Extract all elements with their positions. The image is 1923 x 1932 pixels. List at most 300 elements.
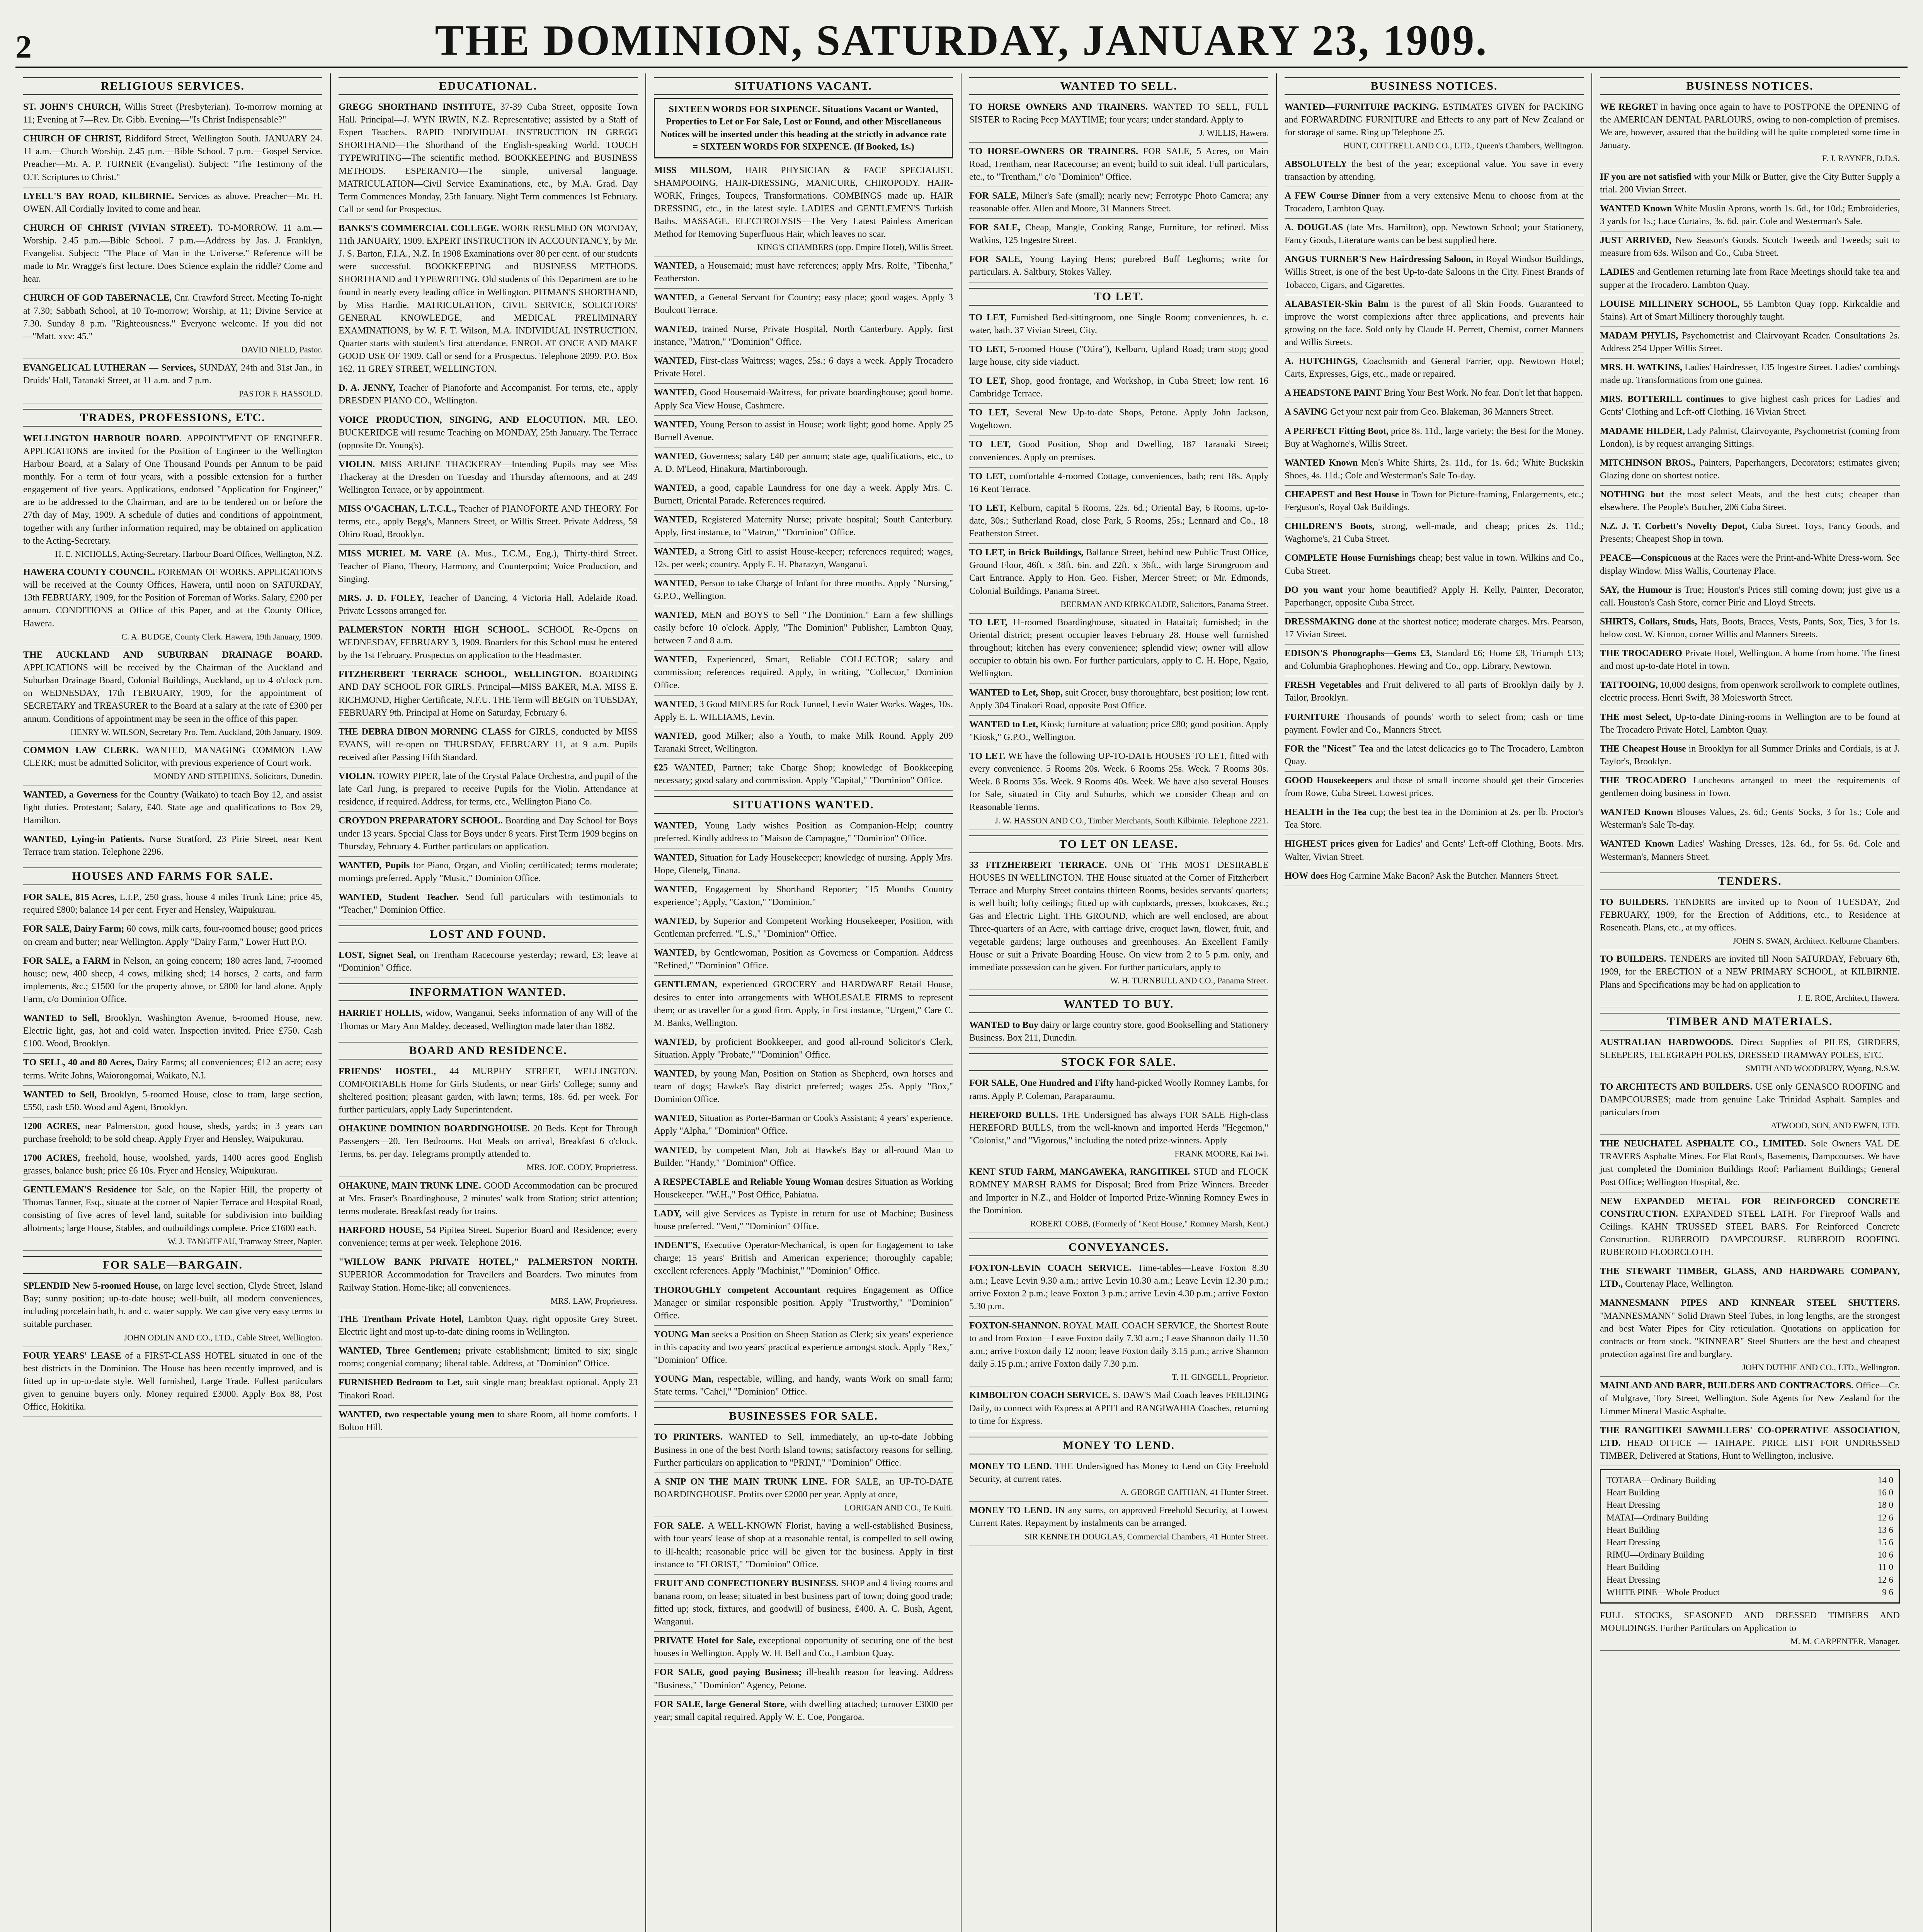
classified-ad xyxy=(339,857,638,888)
ad-lead: A. HUTCHINGS, xyxy=(1285,356,1363,367)
ad-body: Milner's Safe (small); nearly new; Ferrotype Photo Camera; any reasonable offer. Allen and Moore, 31 Manners Street. xyxy=(969,190,1268,214)
classified-ad xyxy=(1600,263,1900,295)
ad-body: dairy or large country store, good Bookselling and Stationery Business. Box 211, Dunedin. xyxy=(969,1020,1269,1043)
ad-signature: ROBERT COBB, (Formerly of "Kent House," Romney Marsh, Kent.) xyxy=(1030,1218,1268,1228)
classified-ad xyxy=(654,1517,953,1574)
ad-lead: FOR SALE. xyxy=(654,1521,708,1531)
classified-ad xyxy=(654,1473,953,1517)
ad-body: Shop, good frontage, and Workshop, in Cuba Street; low rent. 16 Cambridge Terrace. xyxy=(969,376,1269,399)
ad-body: widow, Wanganui, Seeks information of any Will of the Thomas or Mary Ann Maldey, deceased, Wellington made later than 1882. xyxy=(339,1008,638,1031)
ad-lead: TO LET. xyxy=(969,751,1008,761)
ad-body: to give highest cash prices for Ladies' and Gents' Clothing and Left-off Clothing. 16 Vivian Street. xyxy=(1600,394,1900,417)
classified-ad xyxy=(23,1009,322,1054)
ad-body: strong, well-made, and cheap; prices 2s. 11d.; Waghorne's, 21 Cuba Street. xyxy=(1285,521,1584,544)
section-heading: BUSINESS NOTICES. xyxy=(1285,77,1584,95)
classified-section xyxy=(23,1256,322,1417)
classified-ad xyxy=(654,1141,953,1173)
ad-body: Ladies' Washing Dresses, 12s. 6d., for 5s. 6d. Cole and Westerman's, Manners Street. xyxy=(1600,839,1900,862)
ad-body: THE Undersigned has Money to Lend on City Freehold Security, at current rates. xyxy=(969,1461,1268,1484)
classified-ad xyxy=(1600,950,1900,1007)
classified-ad xyxy=(339,1406,638,1437)
ad-lead: WANTED Known xyxy=(1600,204,1675,214)
ad-lead: CROYDON PREPARATORY SCHOOL. xyxy=(339,816,505,826)
classified-ad xyxy=(654,1428,953,1473)
ad-body: and Fruit delivered to all parts of Brooklyn daily by J. Tailor, Brooklyn. xyxy=(1285,680,1584,703)
ad-body: ESTIMATES GIVEN for PACKING and FORWARDING FURNITURE and Effects to any part of New Zealand or for storage of same. Ring up Telephone 25. xyxy=(1285,102,1584,138)
classified-ad xyxy=(1600,200,1900,231)
ad-lead: CHILDREN'S Boots, xyxy=(1285,521,1382,532)
ad-body: requires Engagement as Office Manager or similar responsible position. Apply "Trustworthy," "Dominion" Office. xyxy=(654,1285,953,1321)
ad-body: First-class Waitress; wages, 25s.; 6 days a week. Apply Trocadero Private Hotel. xyxy=(654,356,953,379)
ad-body: ROYAL MAIL COACH SERVICE, the Shortest Route to and from Foxton—Leave Foxton daily 7.30 a.m.; Leave Shannon daily 11.50 a.m.; arrive Foxton daily 12 noon; leave Foxton daily 3.15 p.m.; arrive Shannon daily 5.15 p.m.; arrive Foxton daily 7.30 p.m. xyxy=(969,1320,1268,1369)
classified-ad xyxy=(1600,517,1900,549)
section-heading: TENDERS. xyxy=(1600,872,1900,890)
ad-lead: GENTLEMAN'S Residence xyxy=(23,1185,141,1195)
ad-body: in Nelson, an going concern; 180 acres land, 7-roomed house; new, 400 sheep, 4 cows, milking shed; 14 horses, 2 carts, and farm implements, &c.; £1500 for the property above, or £800 for land alone. Apply Farm, c/o Dominion Office. xyxy=(23,956,322,1004)
ad-lead: TO BUILDERS. xyxy=(1600,954,1670,964)
classified-ad xyxy=(339,379,638,411)
ad-lead: DO you want xyxy=(1285,585,1348,595)
classified-ad xyxy=(969,372,1268,404)
ad-lead: THE STEWART TIMBER, GLASS, AND HARDWARE COMPANY, LTD., xyxy=(1600,1266,1900,1289)
ad-body: Brooklyn, 5-roomed House, close to tram, large section, £550, cash £50. Wood and Agent, Brooklyn. xyxy=(23,1089,322,1112)
ad-lead: WANTED, xyxy=(654,610,701,620)
ad-body: Office—Cr. of Mulgrave, Tory Street, Wellington. Sole Agents for New Zealand for the Limmer Mineral Mastic Asphalte. xyxy=(1600,1381,1900,1417)
classified-ad xyxy=(1600,454,1900,486)
classified-section xyxy=(339,77,638,920)
section-heading: BUSINESS NOTICES. xyxy=(1600,77,1900,95)
classified-ad xyxy=(969,856,1268,990)
ad-lead: WANTED Known xyxy=(1600,807,1677,818)
closing-signature: M. M. CARPENTER, Manager. xyxy=(1790,1636,1900,1646)
ad-body: hand-picked Woolly Romney Lambs, for rams. Apply P. Coleman, Paraparaumu. xyxy=(969,1078,1268,1101)
ad-lead: ST. JOHN'S CHURCH, xyxy=(23,102,125,112)
ad-body: USE only GENASCO ROOFING and DAMPCOURSES; made from genuine Lake Trinidad Asphalt. Samples and particulars from xyxy=(1600,1082,1900,1117)
ad-body: for Sale, on the Napier Hill, the property of Thomas Tanner, Esq., situate at the corner of Napier Terrace and Hospital Road, consisting of five acres of level land, suitable for subdivision into building allotments; large House, Stables, and outbuildings complete. Price £1600 each. xyxy=(23,1185,322,1233)
ad-lead: TO LET, in Brick Buildings, xyxy=(969,548,1086,558)
section-heading: TIMBER AND MATERIALS. xyxy=(1600,1013,1900,1031)
ad-lead: 33 FITZHERBERT TERRACE. xyxy=(969,860,1114,870)
classified-ad xyxy=(654,849,953,881)
ad-lead: HARRIET HOLLIS, xyxy=(339,1008,426,1019)
ad-lead: TO LET, xyxy=(969,471,1010,481)
ad-body: seeks a Position on Sheep Station as Clerk; six years' experience in this capacity and two years' practical experience amongst stock. Apply "Rex," "Dominion" Office. xyxy=(654,1329,953,1366)
ad-lead: WANTED, xyxy=(654,546,701,557)
ad-body: 60 cows, milk carts, four-roomed house; good prices on cream and butter; near Wellington. Apply "Dairy Farm," Lower Hutt P.O. xyxy=(23,924,323,947)
ad-lead: FOR SALE, One Hundred and Fifty xyxy=(969,1078,1116,1088)
ad-lead: TO LET, xyxy=(969,312,1011,323)
classified-ad xyxy=(339,545,638,589)
ad-lead: WANTED, xyxy=(654,483,701,493)
classified-ad xyxy=(23,289,322,359)
classified-ad xyxy=(1285,250,1584,295)
ad-signature: J. WILLIS, Hawera. xyxy=(1199,128,1268,138)
classified-ad xyxy=(969,250,1268,282)
classified-ad xyxy=(23,742,322,786)
ad-lead: HAWERA COUNTY COUNCIL. xyxy=(23,567,158,578)
ad-body: Dairy Farms; all conveniences; £12 an acre; easy terms. Write Johns, Waiorongomai, Waikato, N.I. xyxy=(23,1058,322,1081)
classified-ad xyxy=(339,1253,638,1310)
ad-lead: FOR SALE, xyxy=(969,254,1030,265)
section-heading: MONEY TO LEND. xyxy=(969,1437,1268,1454)
classified-ad xyxy=(1285,517,1584,549)
classified-ad xyxy=(339,888,638,920)
ad-lead: FOR SALE, Dairy Farm; xyxy=(23,924,127,934)
classified-ad xyxy=(23,1054,322,1085)
classified-ad xyxy=(654,817,953,849)
ad-body: a good, capable Laundress for one day a week. Apply Mrs. C. Burnett, Oriental Parade. References required. xyxy=(654,483,953,506)
ad-lead: PRIVATE Hotel for Sale, xyxy=(654,1636,759,1646)
price-value: 12 6 xyxy=(1877,1512,1893,1522)
ad-lead: WANTED, Pupils xyxy=(339,860,414,871)
classified-ad xyxy=(654,1575,953,1632)
ad-lead: 1700 ACRES, xyxy=(23,1153,85,1163)
ad-lead: TO BUILDERS. xyxy=(1600,897,1674,907)
ad-lead: WANTED, xyxy=(654,1069,701,1079)
ad-lead: WANTED, xyxy=(654,356,700,366)
ad-lead: WANTED, a Governess xyxy=(23,789,121,800)
ad-lead: ANGUS TURNER'S New Hairdressing Saloon, xyxy=(1285,254,1476,265)
ad-body: Ladies' Hairdresser, 135 Ingestre Street. Ladies' combings made up. Transformations from one guinea. xyxy=(1600,362,1900,386)
ad-body: Coachsmith and General Farrier, opp. Newtown Hotel; Carts, Expresses, Gigs, etc., made or repaired. xyxy=(1285,356,1584,379)
ad-lead: CHURCH OF GOD TABERNACLE, xyxy=(23,293,174,303)
price-item: Heart Building xyxy=(1606,1525,1660,1535)
classified-ad xyxy=(1285,549,1584,581)
ad-body: Hats, Boots, Braces, Vests, Pants, Sox, Ties, 3 for 1s. below cost. W. Kinnon, corner Willis and Manners Streets. xyxy=(1600,616,1900,639)
ad-body: 37-39 Cuba Street, opposite Town Hall. Principal—J. WYN IRWIN, N.Z. Representative; assisted by a Staff of Expert Teachers. RAPID INDIVIDUAL INSTRUCTION IN GREGG SHORTHAND—The Shorthand of the English-speaking World. TOUCH TYPEWRITING—The scientific method. BOOKKEEPING and BUSINESS METHODS. ESPERANTO—The simple, universal language. MATRICULATION—Civil Service Examinations, etc., by M.A. Grad. Day Term Commences Monday, 25th January. Night Term commences 1st February. Call or send for Prospectus. xyxy=(339,102,638,214)
ad-signature: PASTOR F. HASSOLD. xyxy=(239,389,322,399)
ad-lead: GREGG SHORTHAND INSTITUTE, xyxy=(339,102,500,112)
classified-ad xyxy=(969,98,1268,143)
ad-signature: A. GEORGE CAITHAN, 41 Hunter Street. xyxy=(1120,1487,1268,1497)
ad-body: with dwelling attached; turnover £3000 per year; small capital required. Apply W. E. Coe, Pongaroa. xyxy=(654,1699,953,1722)
classified-ad xyxy=(1285,613,1584,645)
ad-body: GOOD Accommodation can be procured at Mrs. Fraser's Boardinghouse, 2 minutes' walk from Station; strict attention; terms moderate. Breakfast ready for trains. xyxy=(339,1180,638,1217)
classified-ad xyxy=(654,1663,953,1695)
ad-signature: JOHN S. SWAN, Architect. Kelburne Chambers. xyxy=(1733,935,1900,946)
ad-lead: WANTED, xyxy=(654,731,702,741)
ad-body: private establishment; limited to six; single rooms; congenial company; liberal table. Address, at "Dominion" Office. xyxy=(339,1346,638,1369)
ad-body: comfortable 4-roomed Cottage, conveniences, bath; rent 18s. Apply 16 Kent Terrace. xyxy=(969,471,1268,494)
ad-body: Young Laying Hens; purebred Buff Leghorns; write for particulars. A. Saltbury, Stokes Valley. xyxy=(969,254,1269,277)
ad-lead: TO SELL, 40 and 80 Acres, xyxy=(23,1058,137,1068)
price-value: 16 0 xyxy=(1877,1488,1893,1498)
ad-lead: WELLINGTON HARBOUR BOARD. xyxy=(23,433,187,444)
ad-body: Psychometrist and Clairvoyant Reader. Consultations 2s. Address 254 Upper Willis Street. xyxy=(1600,330,1900,354)
classified-ad xyxy=(969,747,1268,830)
ad-body: is True; Houston's Prices still coming down; just give us a call. Houston's Cash Store, corner Pirie and Lloyd Streets. xyxy=(1600,585,1900,608)
ad-body: Lady Palmist, Clairvoyante, Psychometrist (coming from London), is by request arranging Sittings. xyxy=(1600,426,1900,449)
ad-body: 55 Lambton Quay (opp. Kirkcaldie and Stains). Art of Smart Millinery thoroughly taught. xyxy=(1600,299,1900,322)
classified-ad xyxy=(1600,613,1900,645)
ad-signature: J. E. ROE, Architect, Hawera. xyxy=(1797,993,1900,1003)
ad-body: good Milker; also a Youth, to make Milk Round. Apply 209 Taranaki Street, Wellington. xyxy=(654,731,953,754)
ad-lead: LADIES xyxy=(1600,267,1637,277)
ad-signature: F. J. RAYNER, D.D.S. xyxy=(1822,153,1900,163)
ad-lead: WANTED, xyxy=(654,578,700,588)
ad-lead: MONEY TO LEND. xyxy=(969,1461,1055,1471)
ad-body: Services as above. Preacher—Mr. H. OWEN. All Cordially Invited to come and hear. xyxy=(23,191,322,214)
ad-body: SUNDAY, 24th and 31st Jan., in Druids' Hall, Taranaki Street, at 11 a.m. and 7 p.m. xyxy=(23,363,323,386)
ad-body: BOARDING AND DAY SCHOOL FOR GIRLS. Principal—MISS BAKER, M.A. MISS E. RICHMOND, Higher Certificate, N.F.U. THE Term will BEGIN on TUESDAY, FEBRUARY 9th. Principal at Home on Saturday, February 6. xyxy=(339,669,638,718)
ad-lead: FOXTON-LEVIN COACH SERVICE. xyxy=(969,1263,1138,1274)
classified-ad xyxy=(1285,352,1584,384)
classified-ad xyxy=(654,1281,953,1326)
ad-body: Riddiford Street, Wellington South. JANUARY 24. 11 a.m.—Church Worship. 2.45 p.m.—Bible School. 7 p.m.—Gospel Service. Preacher—Mr. A. P. TURNER (Evangelist). Subject: "The Testimony of the O.T. Scriptures to Christ." xyxy=(23,134,322,182)
classified-ad xyxy=(339,1004,638,1036)
ad-lead: WANTED, Student Teacher. xyxy=(339,892,466,903)
price-row xyxy=(1606,1561,1893,1573)
price-value: 14 0 xyxy=(1877,1475,1893,1485)
ad-body: Kelburn, capital 5 Rooms, 22s. 6d.; Oriental Bay, 6 Rooms, up-to-date, 30s.; Sutherland Road, close Park, 5 Rooms, 25s.; Lennard and Co., 18 Featherston Street. xyxy=(969,503,1269,539)
ad-body: TOWRY PIPER, late of the Crystal Palace Orchestra, and pupil of the late Carl Jung, is prepared to receive Pupils for the Violin. Attendance at residence, if required. Address, for terms, etc., Wellington Piano Co. xyxy=(339,771,638,807)
classified-ad xyxy=(339,946,638,978)
ad-body: in having once again to have to POSTPONE the OPENING of the AMERICAN DENTAL PARLOURS, owing to non-completion of premises. We are, however, assured that the building will be quite completed some time in January. xyxy=(1600,102,1900,151)
classified-ad xyxy=(969,1016,1268,1048)
classified-ad xyxy=(654,479,953,511)
ad-body: by proficient Bookkeeper, and good all-round Solicitor's Clerk, Situation. Apply "Probate," "Dominion" Office. xyxy=(654,1037,953,1060)
ad-body: Cheap, Mangle, Cooking Range, Furniture, for refined. Miss Watkins, 125 Ingestre Street. xyxy=(969,223,1269,246)
ad-lead: IF you are not satisfied xyxy=(1600,172,1694,182)
classified-ad xyxy=(339,767,638,812)
ad-body: exceptional opportunity of securing one of the best houses in Wellington. Apply W. H. Bell and Co., Lambton Quay. xyxy=(654,1636,953,1659)
classified-ad xyxy=(969,1317,1268,1387)
classified-ad xyxy=(654,257,953,289)
classified-ad xyxy=(1600,740,1900,772)
ad-body: Send full particulars with testimonials to "Teacher," Dominion Office. xyxy=(339,892,638,915)
ad-lead: WANTED, xyxy=(654,948,701,958)
classified-section xyxy=(339,1042,638,1437)
classified-ad xyxy=(23,952,322,1009)
ad-lead: WANTED, xyxy=(654,451,700,461)
ad-body: New Season's Goods. Scotch Tweeds and Tweeds; suit to measure from 63s. Wilson and Co., Cuba Street. xyxy=(1600,235,1900,259)
ad-lead: WANTED Known xyxy=(1600,839,1678,849)
classified-ad xyxy=(969,1074,1268,1106)
ad-lead: FOXTON-SHANNON. xyxy=(969,1320,1063,1331)
ad-body: 20 Beds. Kept for Through Passengers—20. Ten Bedrooms. Hot Meals on arrival, Breakfast 6 o'clock. Terms, 6s. per day. Telegrams promptly attended to. xyxy=(339,1124,638,1160)
ad-lead: A HEADSTONE PAINT xyxy=(1285,388,1384,398)
ad-body: WANTED, MANAGING COMMON LAW CLERK; must be admitted Solicitor, with previous experience of Court work. xyxy=(23,745,322,769)
ad-body: Cuba Street. Toys, Fancy Goods, and Presents; Cheapest Shop in town. xyxy=(1600,521,1900,544)
ad-body: MISS ARLINE THACKERAY—Intending Pupils may see Miss Thackeray at the Dresden on Tuesday and Thursday afternoons, and at 249 Wellington Terrace, or by appointment. xyxy=(339,459,638,495)
classified-ad xyxy=(654,1326,953,1370)
price-list xyxy=(1600,1469,1900,1604)
classified-ad xyxy=(1600,676,1900,708)
classified-ad xyxy=(1285,187,1584,219)
classified-ad xyxy=(1600,581,1900,613)
ad-body: a Strong Girl to assist House-keeper; references required; wages, 12s. per week; country. Apply E. H. Pharazyn, Wanganui. xyxy=(654,546,953,570)
classified-ad xyxy=(23,888,322,920)
classified-ad xyxy=(969,1259,1268,1316)
section-heading: WANTED TO SELL. xyxy=(969,77,1268,95)
ad-lead: WANTED, xyxy=(654,515,702,525)
price-item: Heart Dressing xyxy=(1606,1500,1660,1510)
ad-signature: J. W. HASSON AND CO., Timber Merchants, South Kilbirnie. Telephone 2221. xyxy=(995,815,1268,825)
classified-ad xyxy=(654,759,953,791)
ad-body: FOREMAN OF WORKS. APPLICATIONS will be received at the County Offices, Hawera, until noon on SATURDAY, 13th FEBRUARY, 1909, for the Position of Foreman of Works. Salary, £200 per annum. CONDITIONS at Office of this Paper, and at the County Office, Hawera. xyxy=(23,567,322,629)
ad-body: 11-roomed Boardinghouse, situated in Hataitai; furnished; in the Oriental district; present occupier leaves February 28. House well furnished throughout; kitchen has every convenience; splendid view; owner will allow occupier to obtain his own. For further particulars, apply to C. H. Hope, Ngaio, Wellington. xyxy=(969,617,1268,679)
ad-lead: THE AUCKLAND AND SUBURBAN DRAINAGE BOARD. xyxy=(23,650,322,660)
ad-lead: WANTED, xyxy=(654,821,705,831)
ad-body: cheap; best value in town. Wilkins and Co., Cuba Street. xyxy=(1285,553,1584,576)
ad-signature: KING'S CHAMBERS (opp. Empire Hotel), Willis Street. xyxy=(757,242,953,252)
classified-ad xyxy=(654,162,953,257)
classified-ad xyxy=(339,723,638,767)
classified-ad xyxy=(339,589,638,621)
ad-lead: MANNESMANN PIPES AND KINNEAR STEEL SHUTTERS. xyxy=(1600,1298,1900,1308)
classified-ad xyxy=(339,98,638,219)
classified-section xyxy=(969,288,1268,830)
classified-ad xyxy=(654,447,953,479)
ad-lead: WANTED, xyxy=(654,1037,702,1047)
ad-lead: WANTED, xyxy=(654,655,707,665)
classified-section xyxy=(23,867,322,1251)
column-5 xyxy=(1277,73,1592,1932)
classified-ad xyxy=(654,384,953,415)
classified-ad xyxy=(1600,1192,1900,1263)
price-item: Heart Dressing xyxy=(1606,1575,1660,1585)
ad-lead: TO PRINTERS. xyxy=(654,1432,729,1442)
ad-body: Teacher of Dancing, 4 Victoria Hall, Adelaide Road. Private Lessons arranged for. xyxy=(339,593,638,616)
ad-body: by Gentlewoman, Position as Governess or Companion. Address "Refined," "Dominion" Office. xyxy=(654,948,953,971)
ad-body: experienced GROCERY and HARDWARE Retail House, desires to enter into arrangements with WHOLESALE FIRMS to represent them; or as traveller for a good firm. Apply, in first instance, "Urgent," Care C. M. Banks, Wellington. xyxy=(654,980,953,1028)
classified-ad xyxy=(1600,295,1900,327)
ad-lead: HEALTH in the Tea xyxy=(1285,807,1370,818)
ad-body: Luncheons arranged to meet the requirements of gentlemen doing business in Town. xyxy=(1600,775,1900,799)
ad-body: in Brooklyn for all Summer Drinks and Cordials, is at J. Taylor's, Brooklyn. xyxy=(1600,743,1900,767)
ad-body: a Housemaid; must have references; apply Mrs. Rolfe, "Tibenha," Featherston. xyxy=(654,260,953,284)
classified-ad xyxy=(969,340,1268,372)
ad-body: Teacher of PIANOFORTE AND THEORY. For terms, etc., apply Begg's, Manners Street, or Willis Street. Private Address, 59 Ohiro Road, Brooklyn. xyxy=(339,504,638,540)
ad-lead: THOROUGHLY competent Accountant xyxy=(654,1285,827,1295)
ad-lead: WANTED, xyxy=(654,916,701,926)
section-heading: SITUATIONS WANTED. xyxy=(654,796,953,814)
ad-body: 54 Pipitea Street. Superior Board and Residence; every convenience; terms at per week. Telephone 2016. xyxy=(339,1225,638,1248)
ad-lead: EDISON'S Phonographs—Gems £3, xyxy=(1285,648,1436,659)
classified-ad xyxy=(339,1342,638,1374)
ad-body: of a FIRST-CLASS HOTEL situated in one of the best districts in the Dominion. The House has been recently improved, and is fitted up in up-to-date style. Well furnished, Large Trade. Fullest particulars given to genuine buyers only. Money required £3000. Apply Box 88, Post Office, Hokitika. xyxy=(23,1350,322,1412)
classified-ad xyxy=(23,646,322,742)
ad-lead: A SNIP ON THE MAIN TRUNK LINE. xyxy=(654,1476,832,1487)
ad-lead: TO ARCHITECTS AND BUILDERS. xyxy=(1600,1082,1756,1092)
ad-body: in Town for Picture-framing, Enlargements, etc.; Ferguson's, Royal Oak Buildings. xyxy=(1285,489,1584,513)
ad-lead: THE Trentham Private Hotel, xyxy=(339,1314,468,1325)
ad-body: at the Races were the Print-and-White Dress-worn. See display Window. Miss Wallis, Courtenay Place. xyxy=(1600,553,1900,576)
classified-ad xyxy=(1285,155,1584,187)
ad-lead: MITCHINSON BROS., xyxy=(1600,457,1699,468)
ad-body: for GIRLS, conducted by MISS EVANS, will re-open on THURSDAY, FEBRUARY 11, at 9 a.m. Pupils received after Passing Fifth Standard. xyxy=(339,726,638,763)
classified-ad xyxy=(969,1106,1268,1163)
classified-ad xyxy=(23,430,322,563)
classified-ad xyxy=(654,1236,953,1281)
classified-ad xyxy=(23,1277,322,1347)
rate-notice: SIXTEEN WORDS FOR SIXPENCE. Situations Vacant or Wanted, Properties to Let or For Sale, Lost or Found, and other Miscellaneous Notices will be inserted under this heading at the strictly in advance rate = SIXTEEN WORDS FOR SIXPENCE. (If Booked, 1s.) xyxy=(654,98,953,158)
classified-ad xyxy=(339,411,638,456)
ad-body: at the shortest notice; moderate charges. Mrs. Pearson, 17 Vivian Street. xyxy=(1285,616,1584,639)
ad-body: by Superior and Competent Working Housekeeper, Position, with Gentleman preferred. "L.S.," "Dominion" Office. xyxy=(654,916,953,939)
ad-body: TENDERS are invited till Noon SATURDAY, February 6th, 1909, for the ERECTION of a NEW PRIMARY SCHOOL, at KILBIRNIE. Plans and Specifications may be had on application to xyxy=(1600,954,1900,990)
ad-lead: WANTED, xyxy=(654,1113,699,1124)
classified-ad xyxy=(1600,835,1900,867)
classified-section xyxy=(654,77,953,791)
ad-body: Hog Carmine Make Bacon? Ask the Butcher. Manners Street. xyxy=(1330,871,1559,881)
ad-body: "MANNESMANN" Solid Drawn Steel Tubes, in long lengths, are the strongest and best Water Pipes for City reticulation. Quotations on application for contracts or from stock. "KINNEAR" Steel Shutters are the best and cheapest protection against fire and burglary. xyxy=(1600,1311,1900,1359)
classified-ad xyxy=(1600,1135,1900,1192)
ad-body: desires Situation as Working Housekeeper. "W.H.," Post Office, Pahiatua. xyxy=(654,1177,953,1200)
classified-ad xyxy=(654,416,953,447)
price-value: 11 0 xyxy=(1878,1562,1893,1572)
price-item: MATAI—Ordinary Building xyxy=(1606,1512,1709,1522)
ad-body: trained Nurse, Private Hospital, North Canterbury. Apply, first instance, "Matron," "Dominion" Office. xyxy=(654,324,953,347)
ad-body: IN any sums, on approved Freehold Security, at Lowest Current Rates. Repayment by instalments can be arranged. xyxy=(969,1505,1269,1529)
classified-ad xyxy=(23,830,322,862)
classified-ad xyxy=(969,1458,1268,1502)
classified-ad xyxy=(654,511,953,543)
ad-body: and the latest delicacies go to The Trocadero, Lambton Quay. xyxy=(1285,743,1584,767)
ad-body: near Palmerston, good house, sheds, yards; in 3 years can purchase freehold; to be sold cheap. Apply Fryer and Hensley, Waipukurau. xyxy=(23,1121,323,1144)
classified-ad xyxy=(1285,772,1584,803)
ad-lead: TO LET, xyxy=(969,503,1010,513)
classified-ad xyxy=(339,219,638,379)
classified-ad xyxy=(1600,231,1900,263)
ad-lead: FRESH Vegetables xyxy=(1285,680,1366,690)
classified-ad xyxy=(23,219,322,289)
ad-lead: WANTED, xyxy=(654,699,699,709)
classified-ad xyxy=(654,1632,953,1663)
ad-body: Brooklyn, Washington Avenue, 6-roomed House, new. Electric light, gas, hot and cold water. Inspection invited. Price £750. Cash £100. Wood, Brooklyn. xyxy=(23,1013,322,1049)
classified-ad xyxy=(969,1163,1268,1233)
classified-ad xyxy=(969,309,1268,340)
ad-lead: CHURCH OF CHRIST (VIVIAN STREET). xyxy=(23,223,218,233)
ad-lead: MISS MURIEL M. VARE xyxy=(339,548,458,559)
ad-body: Up-to-date Dining-rooms in Wellington are to be found at The Trocadero Private Hotel, Lambton Quay. xyxy=(1600,712,1900,735)
classified-ad xyxy=(969,1502,1268,1546)
classified-ad xyxy=(969,614,1268,684)
classified-ad xyxy=(1600,1294,1900,1377)
ad-body: for Ladies' and Gents' Left-off Clothing, Boots. Mrs. Walter, Vivian Street. xyxy=(1285,839,1584,862)
ad-signature: JOHN DUTHIE AND CO., LTD., Wellington. xyxy=(1742,1362,1900,1372)
classified-ad xyxy=(969,499,1268,544)
ad-body: SUPERIOR Accommodation for Travellers and Boarders. Two minutes from Railway Station. Home-like; all conveniences. xyxy=(339,1270,638,1293)
classified-ad xyxy=(339,456,638,500)
classified-ad xyxy=(654,543,953,575)
ad-lead: FOR SALE, 815 Acres, xyxy=(23,892,120,903)
ad-lead: FOR SALE, a FARM xyxy=(23,956,113,966)
classified-ad xyxy=(1285,422,1584,454)
section-heading: INFORMATION WANTED. xyxy=(339,983,638,1001)
classified-ad xyxy=(23,563,322,646)
price-item: WHITE PINE—Whole Product xyxy=(1606,1587,1720,1597)
ad-body: suit Grocer, busy thoroughfare, best position; low rent. Apply 304 Tinakori Road, opposite Post Office. xyxy=(969,687,1268,711)
ad-body: WANTED TO SELL, FULL SISTER to Racing Peep MAYTIME; four years; under standard. Apply to xyxy=(969,102,1268,125)
section-heading: TO LET. xyxy=(969,288,1268,306)
classified-ad xyxy=(1285,645,1584,676)
section-heading: EDUCATIONAL. xyxy=(339,77,638,95)
section-heading: BOARD AND RESIDENCE. xyxy=(339,1042,638,1060)
ad-lead: THE NEUCHATEL ASPHALTE CO., LIMITED. xyxy=(1600,1139,1811,1149)
classified-ad xyxy=(969,684,1268,716)
ad-body: on Trentham Racecourse yesterday; reward, £3; leave at "Dominion" Office. xyxy=(339,950,638,973)
ad-signature: DAVID NIELD, Pastor. xyxy=(241,344,322,354)
ad-lead: WANTED, xyxy=(654,292,701,303)
classified-ad xyxy=(969,435,1268,467)
ad-body: a General Servant for Country; easy place; good wages. Apply 3 Boulcott Terrace. xyxy=(654,292,953,315)
classified-ad xyxy=(654,289,953,320)
ad-body: Blouses Values, 2s. 6d.; Gents' Socks, 3 for 1s.; Cole and Westerman's Sale To-day. xyxy=(1600,807,1900,830)
ad-signature: T. H. GINGELL, Proprietor. xyxy=(1172,1372,1268,1382)
ad-lead: FOR SALE, good paying Business; xyxy=(654,1667,807,1678)
classified-ad xyxy=(1285,835,1584,867)
